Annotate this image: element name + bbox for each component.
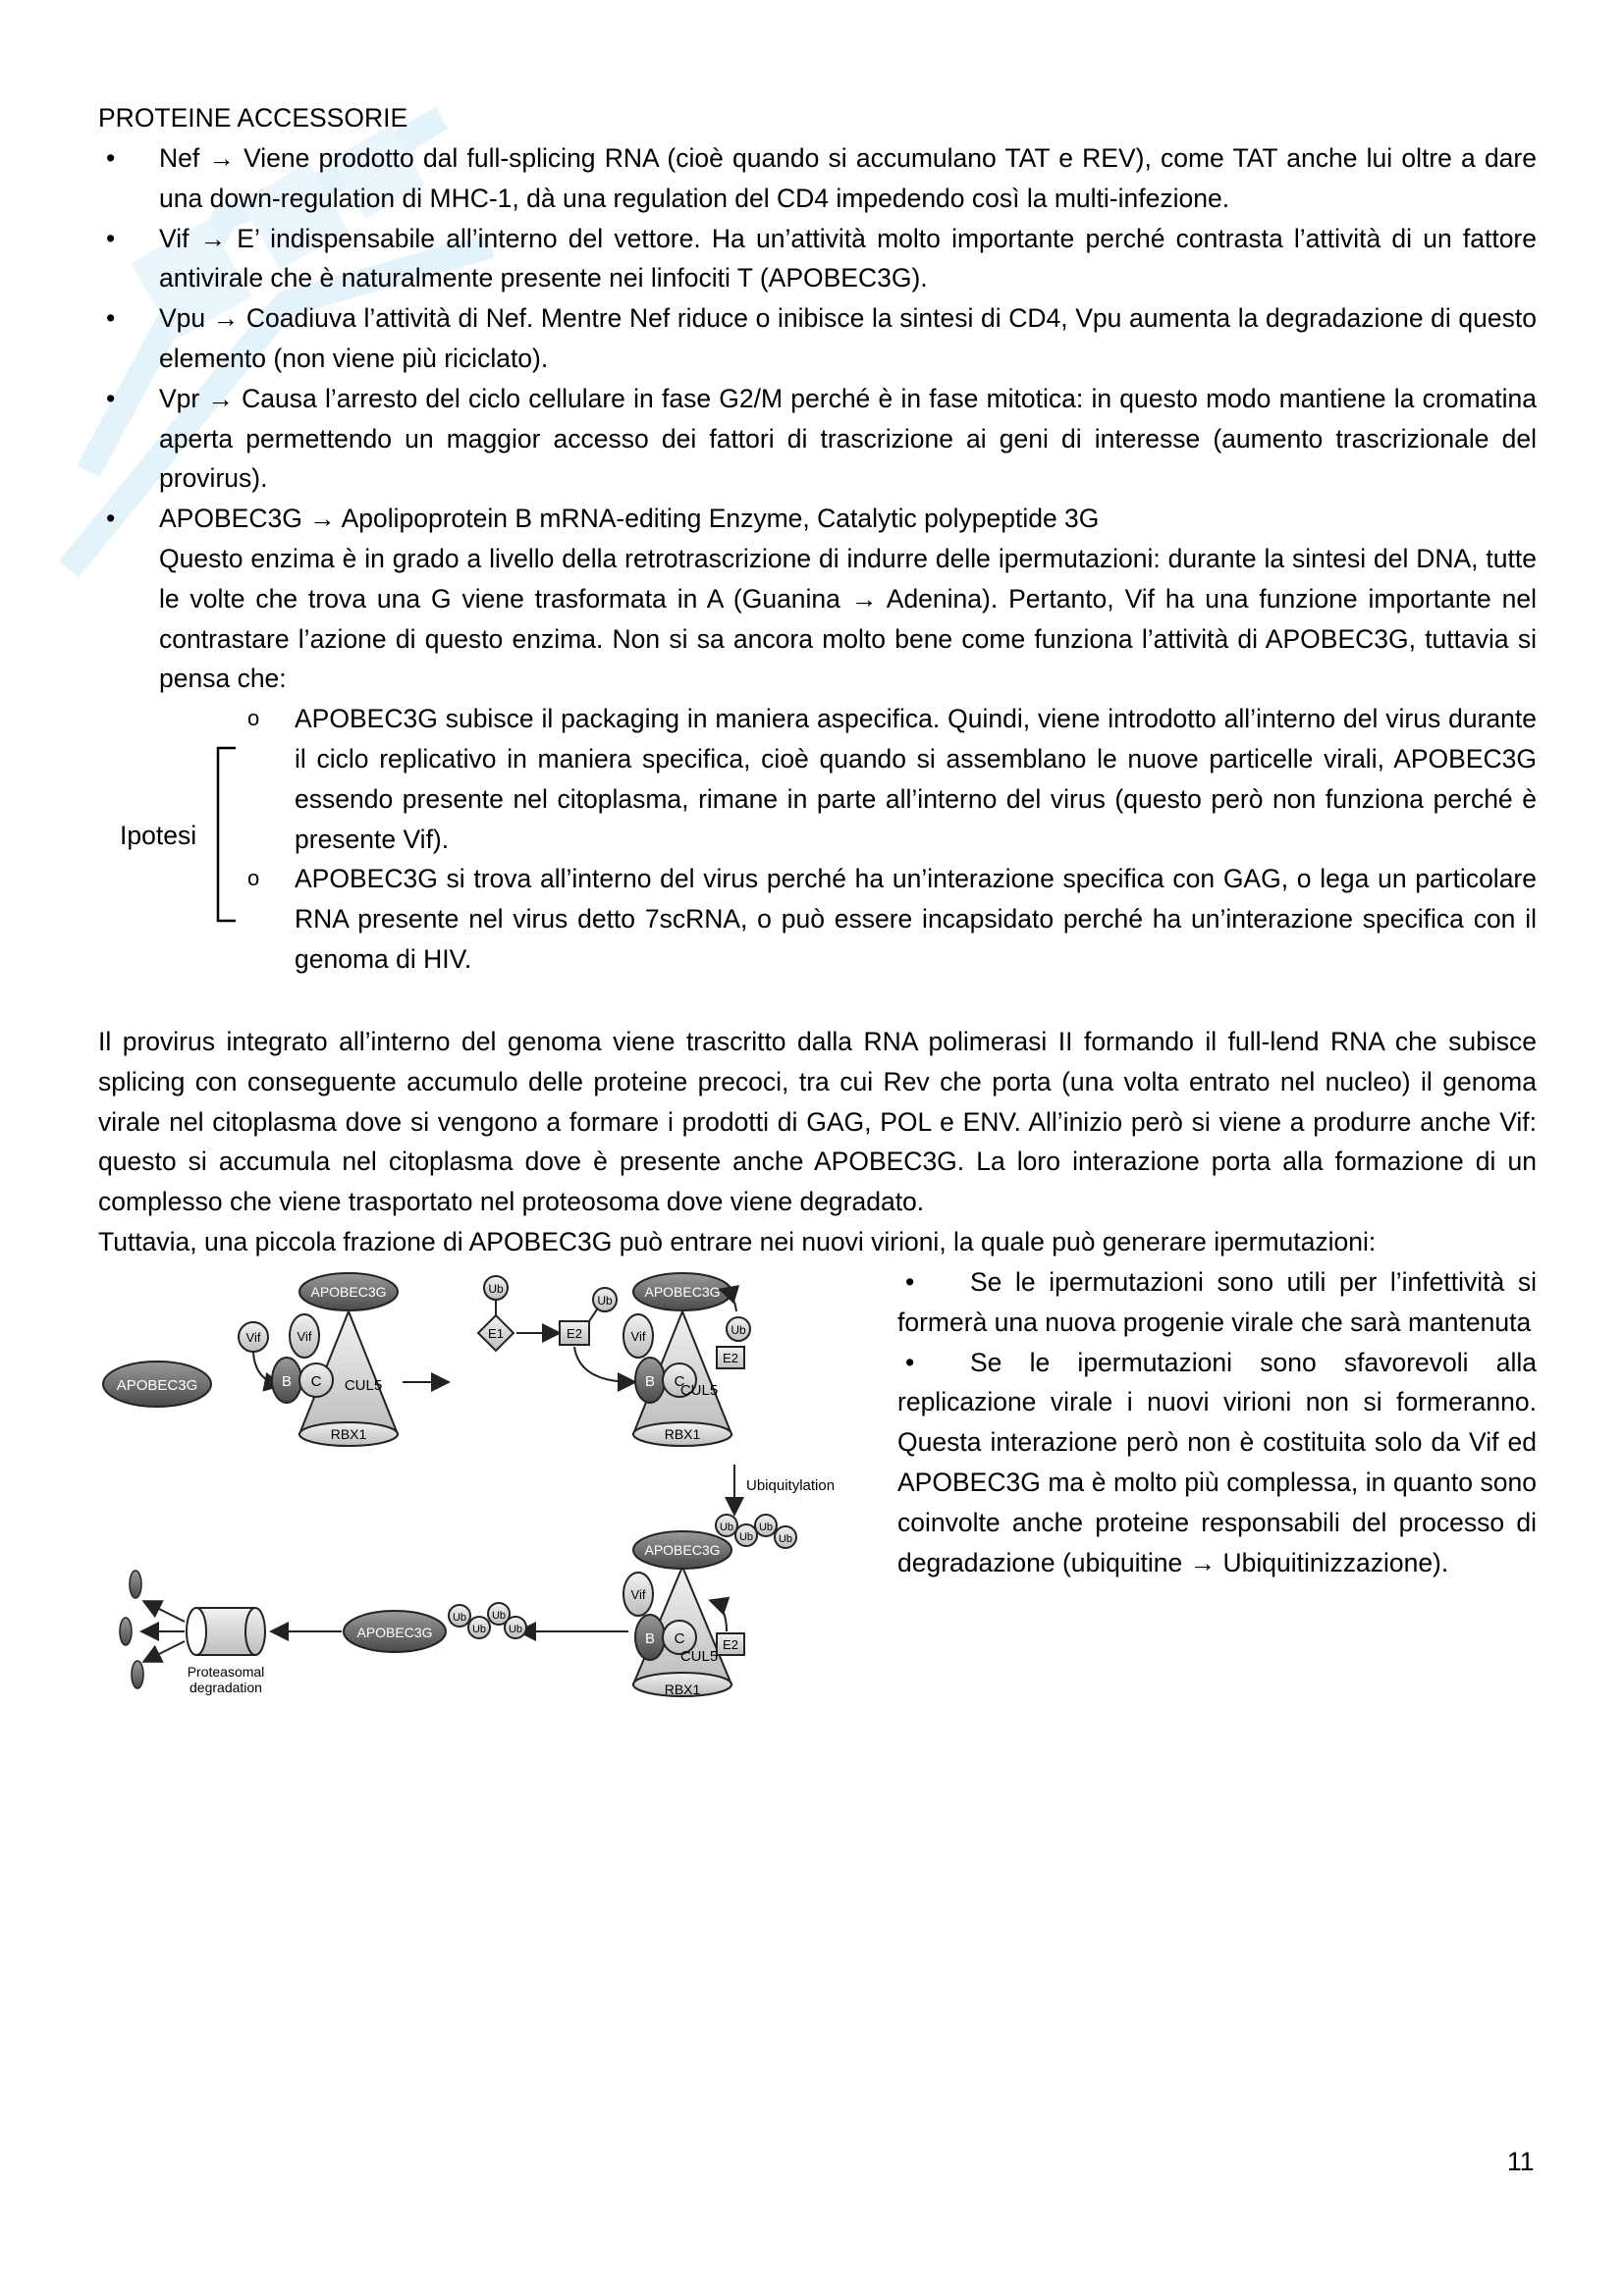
- bullet-icon: •: [106, 223, 116, 253]
- figure-label: Vif: [630, 1329, 646, 1344]
- figure-label: Vif: [297, 1329, 312, 1344]
- figure-label: C: [310, 1373, 322, 1390]
- list-item-text: Nef → Viene prodotto dal full-splicing RNA (cioè quando si accumulano TAT e REV), come TAT anche lui oltre a dare una down-regulation di MHC-1, dà una regulation del CD4 impedendo così la multi-infezione.: [159, 143, 1537, 213]
- figure-label: B: [644, 1373, 656, 1390]
- figure-label: RBX1: [330, 1426, 367, 1442]
- bracket-icon: [212, 746, 242, 923]
- figure-label: Ubiquitylation: [746, 1477, 836, 1494]
- figure-label: B: [281, 1373, 293, 1390]
- vif-cul5-complex: [623, 1515, 796, 1697]
- figure-label: degradation: [189, 1680, 262, 1695]
- figure-label: RBX1: [664, 1426, 701, 1442]
- figure-label: Ub: [488, 1282, 504, 1296]
- figure-label: Ub: [778, 1533, 793, 1545]
- bullet-icon: •: [905, 1267, 915, 1297]
- figure-label: E2: [723, 1637, 738, 1652]
- bullet-icon: •: [106, 303, 116, 334]
- figure-label: APOBEC3G: [644, 1284, 721, 1300]
- vif-cul5-complex: [623, 1273, 750, 1446]
- hypothesis-item: [98, 699, 1537, 859]
- hypotheses-label: Ipotesi: [120, 821, 197, 850]
- list-item-text: APOBEC3G → Apolipoprotein B mRNA-editing Enzyme, Catalytic polypeptide 3G: [159, 504, 1100, 534]
- figure-label: CUL5: [679, 1648, 719, 1665]
- figure-label: APOBEC3G: [310, 1284, 387, 1300]
- sub-bullet-icon: o: [247, 706, 260, 731]
- section-heading: PROTEINE ACCESSORIE: [98, 103, 408, 133]
- hypothesis-text: APOBEC3G si trova all’interno del virus perché ha un’interazione specifica con GAG, o lega un particolare RNA presente nel virus detto 7scRNA, o può essere incapsidato perché ha un’interazione specifica con il genoma di HIV.: [295, 864, 1537, 974]
- list-item: [98, 298, 1537, 379]
- figure-label: APOBEC3G: [356, 1625, 433, 1640]
- hypothesis-item: [98, 859, 1537, 979]
- proteasome-icon: [187, 1608, 265, 1655]
- figure-label: Vif: [630, 1587, 646, 1602]
- figure-label: C: [674, 1630, 685, 1647]
- list-item-text: Se le ipermutazioni sono utili per l’infettività si formerà una nuova progenie virale che sarà mantenuta: [897, 1267, 1537, 1337]
- peptide-fragment: [132, 1661, 143, 1688]
- vif-cul5-complex: [272, 1273, 398, 1446]
- figure-label: Ub: [738, 1531, 754, 1543]
- figure-label: Ub: [491, 1610, 507, 1622]
- list-item: [98, 219, 1537, 299]
- bullet-icon: •: [905, 1347, 915, 1377]
- ubiquitylation-diagram: [98, 1272, 864, 1724]
- figure-label: Ub: [719, 1522, 734, 1533]
- list-item: [98, 379, 1537, 499]
- figure-label: RBX1: [664, 1682, 701, 1697]
- list-item: [897, 1262, 1537, 1343]
- figure-label: Ub: [758, 1522, 774, 1533]
- figure-label: Ub: [508, 1624, 523, 1635]
- bullet-icon: •: [106, 383, 116, 413]
- figure-label: Ub: [471, 1624, 487, 1635]
- sub-bullet-icon: o: [247, 866, 260, 891]
- list-item-text: Vpr → Causa l’arresto del ciclo cellulare in fase G2/M perché è in fase mitotica: in questo modo mantiene la cromatina aperta permettendo un maggior accesso dei fattori di trascrizione ai geni di interesse (aumento trascrizionale del provirus).: [159, 383, 1537, 494]
- figure-label: CUL5: [679, 1382, 719, 1399]
- list-item-text: Vif → E’ indispensabile all’interno del vettore. Ha un’attività molto importante perché contrasta l’attività di un fattore antivirale che è naturalmente presente nei linfociti T (APOBEC3G).: [159, 223, 1537, 294]
- figure-label: Vif: [245, 1330, 261, 1345]
- figure-label: E2: [567, 1326, 582, 1341]
- page-number: 11: [1507, 2147, 1535, 2176]
- hypothesis-text: APOBEC3G subisce il packaging in maniera aspecifica. Quindi, viene introdotto all’interno del virus durante il ciclo replicativo in maniera specifica, cioè quando si assemblano le nuove particelle virali, APOBEC3G essendo presente nel citoplasma, rimane in parte all’interno del virus (questo però non funziona perché è presente Vif).: [295, 704, 1537, 854]
- figure-label: B: [644, 1630, 656, 1647]
- paragraph-text: Tuttavia, una piccola frazione di APOBEC3G può entrare nei nuovi virioni, la quale può generare ipermutazioni:: [98, 1226, 1377, 1256]
- list-item: [897, 1343, 1537, 1583]
- outcome-list: [897, 1262, 1537, 1582]
- list-item: [98, 499, 1537, 699]
- list-item-text: Se le ipermutazioni sono sfavorevoli alla replicazione virale i nuovi virioni non si formeranno. Questa interazione però non è costituita solo da Vif ed APOBEC3G ma è molto più complessa, in quanto sono coinvolte anche proteine responsabili del processo di degradazione (ubiquitine → Ubiquitinizzazione).: [897, 1347, 1537, 1577]
- figure-label: Ub: [452, 1612, 467, 1624]
- figure-label: Ub: [597, 1294, 613, 1308]
- peptide-fragment: [130, 1571, 141, 1598]
- figure-label: E1: [488, 1326, 504, 1341]
- accessory-protein-list: [98, 138, 1537, 980]
- list-item-text: Vpu → Coadiuva l’attività di Nef. Mentre Nef riduce o inibisce la sintesi di CD4, Vpu aumenta la degradazione di questo elemento (non viene più riciclato).: [159, 303, 1537, 373]
- body-paragraph: [98, 1022, 1537, 1262]
- figure-label: C: [674, 1373, 685, 1390]
- list-item: [98, 138, 1537, 219]
- bullet-icon: •: [106, 504, 116, 534]
- peptide-fragment: [120, 1618, 132, 1645]
- figure-label: APOBEC3G: [116, 1377, 198, 1394]
- figure-label: CUL5: [344, 1377, 383, 1394]
- figure-label: E2: [723, 1351, 738, 1365]
- figure-label: Ub: [731, 1323, 746, 1337]
- figure-label: Proteasomal: [187, 1664, 265, 1680]
- bullet-icon: •: [106, 143, 116, 173]
- paragraph-text: Il provirus integrato all’interno del genoma viene trascritto dalla RNA polimerasi II formando il full-lend RNA che subisce splicing con conseguente accumulo delle proteine precoci, tra cui Rev che porta (una volta entrato nel nucleo) il genoma virale nel citoplasma dove si vengono a formare i prodotti di GAG, POL e ENV. All’inizio però si viene a produrre anche Vif: questo si accumula nel citoplasma dove è presente anche APOBEC3G. La loro interazione porta alla formazione di un complesso che viene trasportato nel proteosoma dove viene degradato.: [98, 1027, 1537, 1217]
- figure-label: APOBEC3G: [644, 1542, 721, 1558]
- list-item-detail: Questo enzima è in grado a livello della retrotrascrizione di indurre delle ipermutazioni: durante la sintesi del DNA, tutte le volte che trova una G viene trasformata in A (Guanina → Adenina). Pertanto, Vif ha una funzione importante nel contrastare l’azione di questo enzima. Non si sa ancora molto bene come funziona l’attività di APOBEC3G, tuttavia si pensa che:: [159, 543, 1537, 694]
